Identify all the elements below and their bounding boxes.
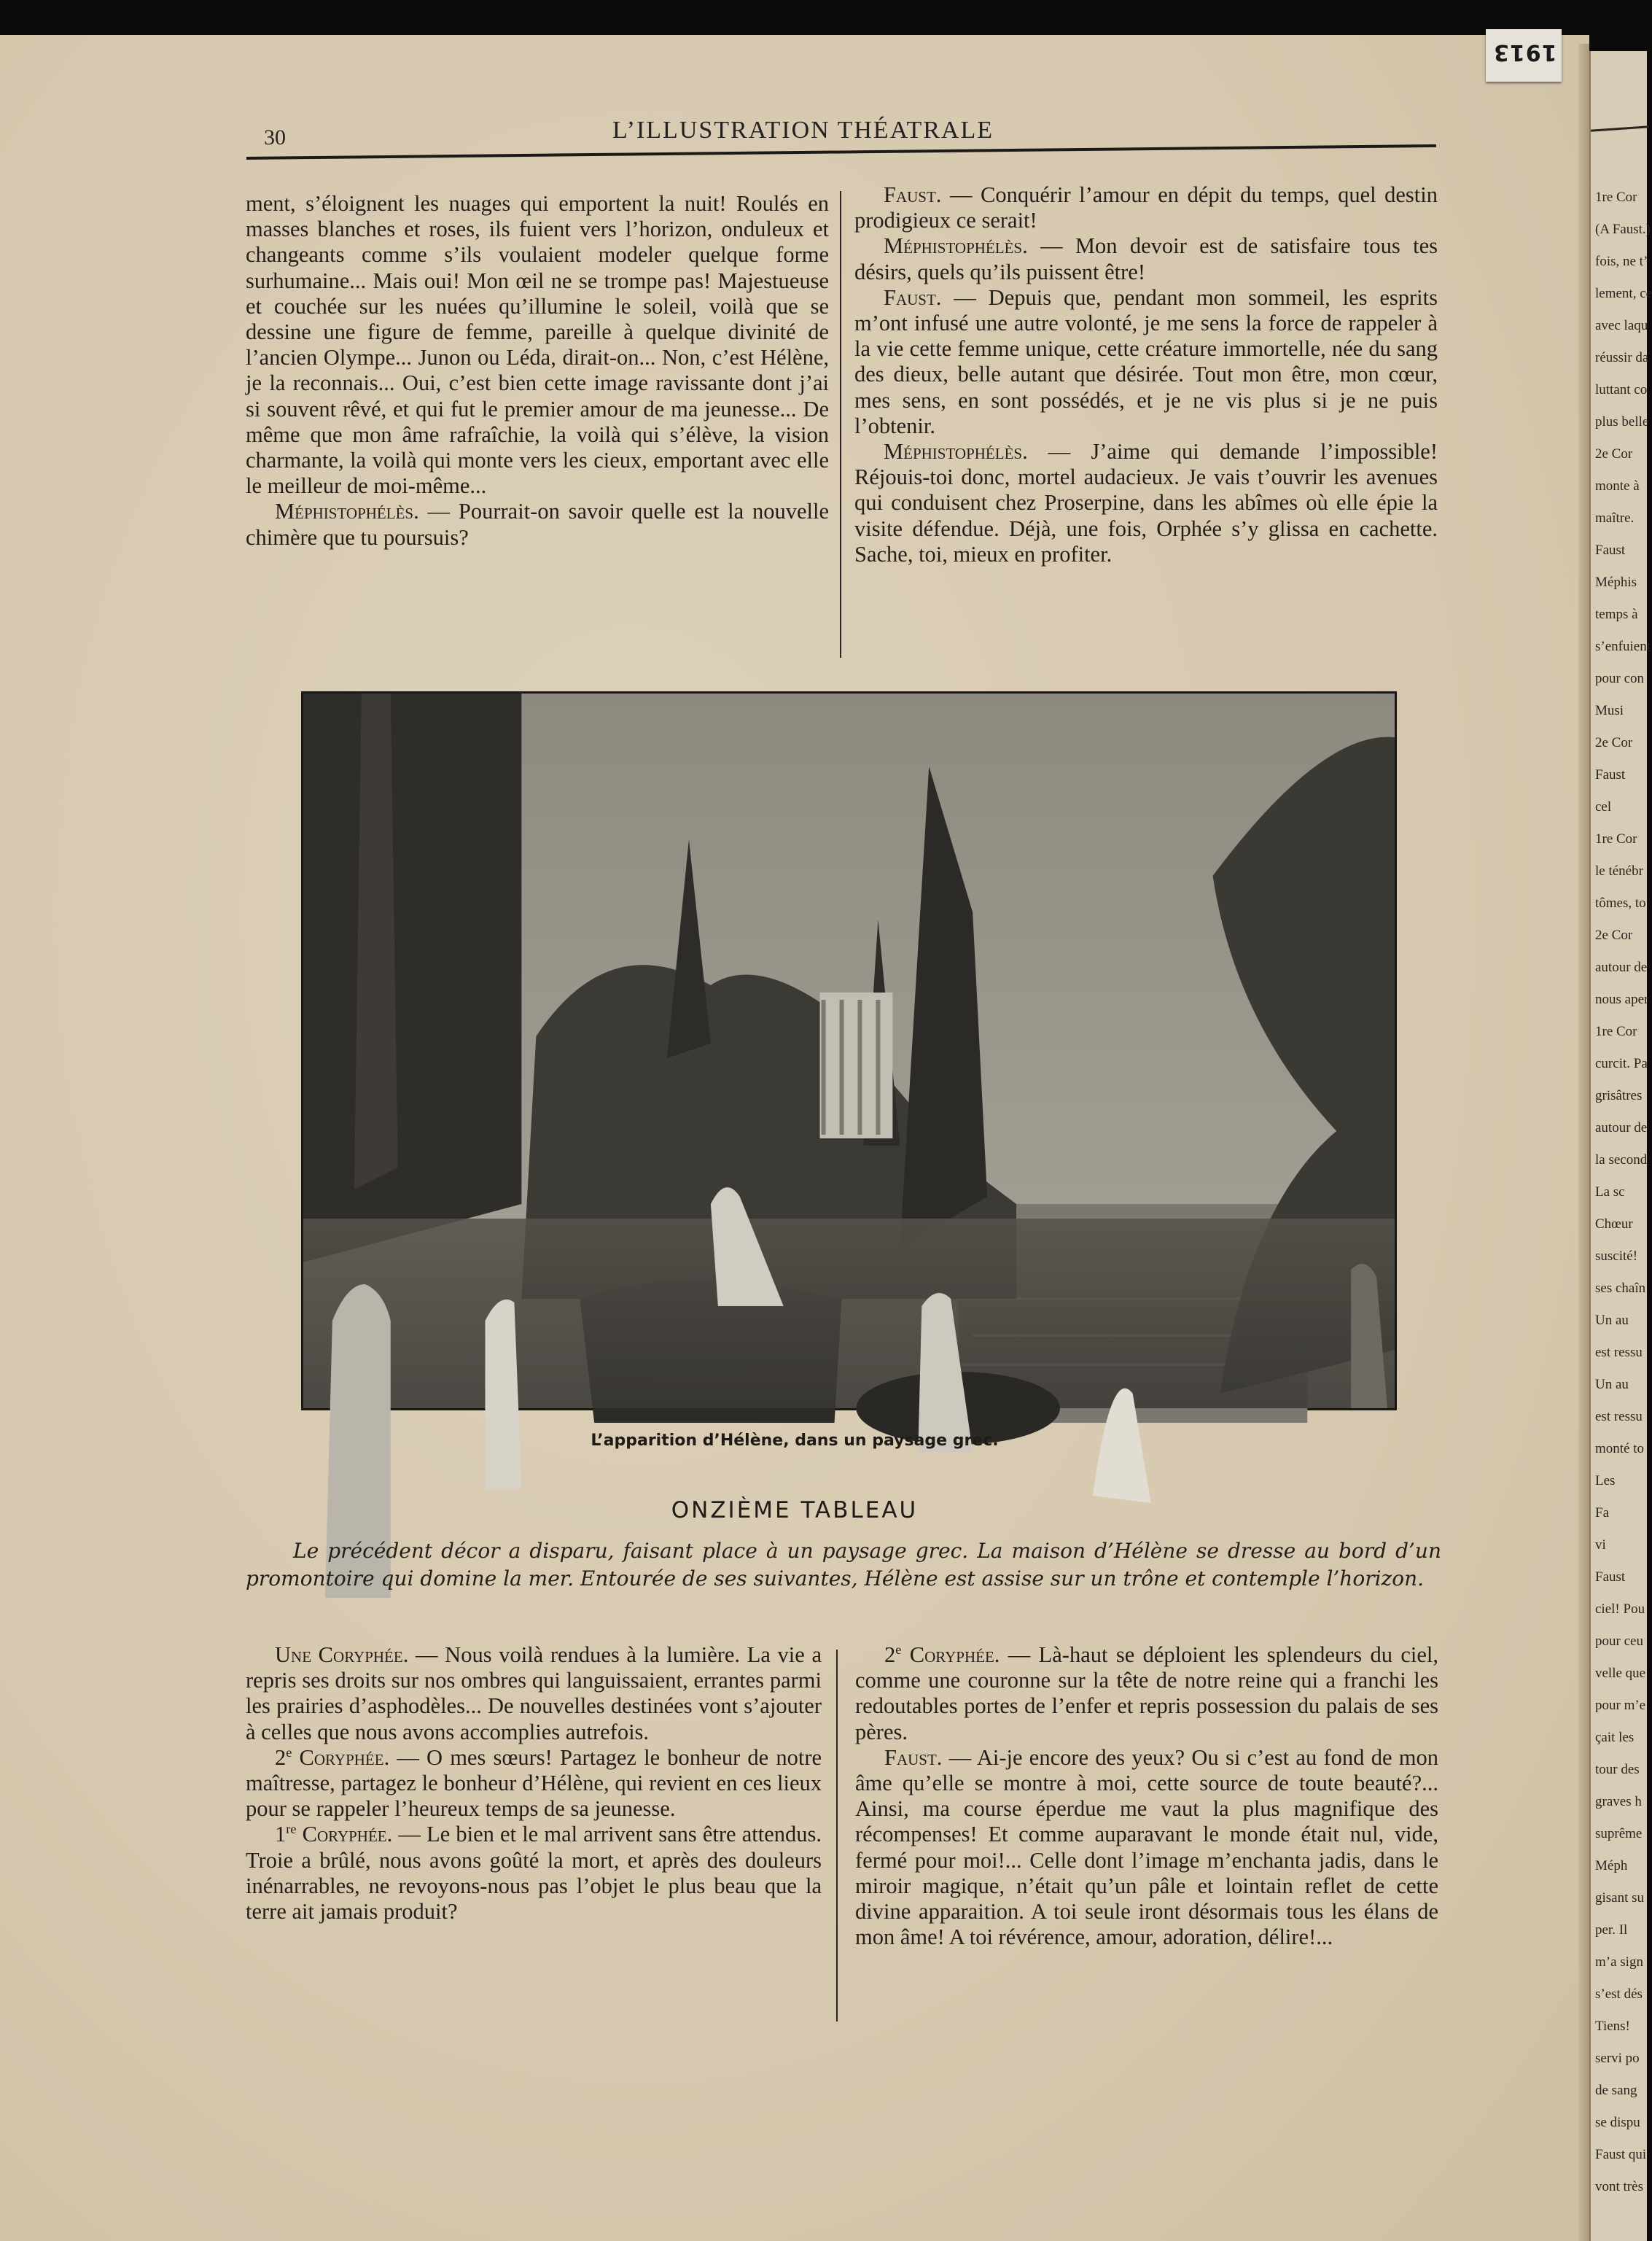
adjacent-page-line: lement, ce xyxy=(1595,286,1652,301)
adjacent-page-line: La sc xyxy=(1595,1184,1625,1200)
running-head: L’ILLUSTRATION THÉATRALE xyxy=(612,117,994,144)
adjacent-page-line: tour des xyxy=(1595,1762,1640,1777)
adjacent-page-line: Les xyxy=(1595,1473,1616,1488)
adjacent-page-line: per. Il xyxy=(1595,1922,1628,1938)
adjacent-page-line: (A Faust.) xyxy=(1595,222,1651,237)
speaker-number: 2 xyxy=(275,1744,287,1770)
adjacent-page-line: Faust xyxy=(1595,767,1626,782)
stage-direction-text: Le précédent décor a disparu, faisant place à un paysage grec. La maison d’Hélène se dresse au bord d’un promontoire qui domine la mer. Entourée de ses suivantes, Hélène est assise sur un trône et contemple l’horizon. xyxy=(246,1539,1441,1591)
speech: — Là-haut se déploient les splendeurs du ciel, comme une couronne sur la tête de notre reine qui a franchi les redoutables portes de l’enfer et repris possession du palais de ses pères. xyxy=(855,1642,1439,1744)
speaker: Coryphée. xyxy=(909,1642,1000,1667)
speaker: Méphistophélès. xyxy=(275,499,419,524)
speaker: Faust. xyxy=(884,1744,943,1770)
adjacent-page-line: servi po xyxy=(1595,2051,1640,2066)
paragraph xyxy=(854,285,1438,439)
adjacent-page-line: Tiens! xyxy=(1595,2019,1630,2034)
adjacent-page-line: curcit. Pa xyxy=(1595,1056,1648,1071)
archive-tab xyxy=(1486,29,1562,82)
paragraph xyxy=(854,182,1438,233)
photo-caption: L’apparition d’Hélène, dans un paysage grec. xyxy=(591,1432,999,1450)
adjacent-page-line: de sang xyxy=(1595,2083,1637,2098)
adjacent-page-line: temps à xyxy=(1595,607,1638,622)
paragraph xyxy=(246,499,829,550)
adjacent-page-line: le ténébr xyxy=(1595,863,1643,879)
adjacent-page-line: pour m’e xyxy=(1595,1698,1646,1713)
adjacent-page-line: autour de xyxy=(1595,1120,1648,1135)
adjacent-page-rule xyxy=(1591,125,1649,132)
adjacent-page-line: grisâtres xyxy=(1595,1088,1643,1103)
adjacent-page-line: monte à xyxy=(1595,478,1640,494)
adjacent-page-edge xyxy=(1589,51,1652,2241)
column-divider xyxy=(840,191,841,658)
adjacent-page-line: s’est dés xyxy=(1595,1986,1643,2002)
column-divider xyxy=(836,1650,838,2021)
adjacent-page-line: suprême xyxy=(1595,1826,1643,1841)
adjacent-page-line: velle que xyxy=(1595,1666,1646,1681)
bottom-left-column xyxy=(246,1642,822,1925)
speaker: Faust. xyxy=(884,182,942,207)
adjacent-page-line: réussir da xyxy=(1595,350,1649,365)
adjacent-page-line: vi xyxy=(1595,1537,1606,1553)
paragraph xyxy=(855,1745,1438,1951)
adjacent-page-line: 2e Cor xyxy=(1595,446,1633,462)
adjacent-page-line: 1re Cor xyxy=(1595,831,1637,847)
speaker: Coryphée. xyxy=(302,1822,393,1847)
stage-scene-illustration xyxy=(303,694,1395,1408)
ordinal-suffix: e xyxy=(895,1642,902,1657)
adjacent-page-line: tômes, to xyxy=(1595,896,1646,911)
adjacent-page-line: Un au xyxy=(1595,1313,1629,1328)
adjacent-page-line: 2e Cor xyxy=(1595,928,1633,943)
speech: — Conquérir l’amour en dépit du temps, quel destin prodigieux ce serait! xyxy=(854,182,1438,233)
paragraph xyxy=(246,1745,822,1822)
page-gutter xyxy=(1578,44,1589,2241)
top-left-column xyxy=(246,191,829,551)
paragraph xyxy=(854,439,1438,567)
adjacent-page-line: cel xyxy=(1595,799,1612,815)
adjacent-page-line: Chœur xyxy=(1595,1216,1633,1232)
speech: — Ai-je encore des yeux? Ou si c’est au fond de mon âme qu’elle se montre à moi, cette source de toute beauté?... Ainsi, ma course éperdue me vaut la plus magnifique des récompenses! Et comme auparavant le monde était nul, vide, fermé pour moi!... Celle dont l’image m’enchanta jadis, dans le miroir magique, n’était qu’un pâle et lointain reflet de cette divine apparaition. A toi seule iront désormais tous les élans de mon âme! A toi révérence, amour, adoration, délire!... xyxy=(855,1744,1438,1950)
adjacent-page-line: suscité! xyxy=(1595,1248,1638,1264)
paragraph xyxy=(246,1642,822,1745)
adjacent-page-line: graves h xyxy=(1595,1794,1642,1809)
speaker-number: 1 xyxy=(275,1822,287,1847)
adjacent-page-line: maître. xyxy=(1595,510,1635,526)
adjacent-page-line: est ressu xyxy=(1595,1409,1643,1424)
adjacent-page-line: Fa xyxy=(1595,1505,1609,1520)
adjacent-page-line: avec laqu xyxy=(1595,318,1648,333)
stage-photograph xyxy=(301,691,1397,1410)
paragraph xyxy=(246,1822,822,1925)
adjacent-page-line: Méph xyxy=(1595,1858,1628,1873)
tableau-heading: ONZIÈME TABLEAU xyxy=(671,1497,919,1523)
speaker: Méphistophélès. xyxy=(884,439,1028,465)
adjacent-page-line: la second xyxy=(1595,1152,1648,1168)
paragraph xyxy=(855,1642,1438,1745)
adjacent-page-line: çait les xyxy=(1595,1730,1635,1745)
ordinal-suffix: e xyxy=(286,1744,292,1760)
speaker: Faust. xyxy=(884,284,942,310)
bottom-right-column xyxy=(855,1642,1438,1950)
adjacent-page-line: vont très xyxy=(1595,2179,1643,2194)
stage-direction xyxy=(246,1537,1441,1593)
adjacent-page-line: Musi xyxy=(1595,703,1624,718)
speech: — J’aime qui demande l’impossible! Réjouis-toi donc, mortel audacieux. Je vais t’ouvrir les avenues qui conduisent chez Proserpine, dans les abîmes où elle épie la visite défendue. Déjà, une fois, Orphée s’y glissa en cachette. Sache, toi, mieux en profiter. xyxy=(854,439,1438,567)
adjacent-page-line: Faust xyxy=(1595,1569,1626,1585)
adjacent-page-line: ses chaîn xyxy=(1595,1281,1646,1296)
speaker: Méphistophélès. xyxy=(884,233,1028,259)
adjacent-page-line: m’a sign xyxy=(1595,1954,1643,1970)
speaker: Coryphée. xyxy=(299,1744,390,1770)
speech: — Pourrait-on savoir quelle est la nouvelle chimère que tu poursuis? xyxy=(246,499,829,550)
adjacent-page-line: nous aper xyxy=(1595,992,1649,1007)
adjacent-page-line: Un au xyxy=(1595,1377,1629,1392)
adjacent-page-line: autour de xyxy=(1595,960,1648,975)
speech: — O mes sœurs! Partagez le bonheur de notre maîtresse, partagez le bonheur d’Hélène, qui revient en ces lieux pour se rappeler l’heureux temps de sa jeunesse. xyxy=(246,1744,822,1822)
adjacent-page-line: fois, ne t’ xyxy=(1595,254,1648,269)
speech: — Depuis que, pendant mon sommeil, les esprits m’ont infusé une autre volonté, je me sens la force de rappeler à la vie cette femme unique, cette créature immortelle, née du sang des dieux, belle autant que désirée. Tout mon être, mon cœur, mes sens, en sont possédés, et je ne vis plus si je ne puis l’obtenir. xyxy=(854,284,1438,438)
adjacent-page-line: se dispu xyxy=(1595,2115,1640,2130)
speaker: Une Coryphée. xyxy=(275,1642,409,1667)
speaker-number: 2 xyxy=(884,1642,896,1667)
adjacent-page-line: Faust xyxy=(1595,543,1626,558)
top-right-column xyxy=(854,182,1438,567)
adjacent-page-line: gisant su xyxy=(1595,1890,1645,1906)
adjacent-page-line: ciel! Pou xyxy=(1595,1601,1645,1617)
adjacent-page-line: est ressu xyxy=(1595,1345,1643,1360)
adjacent-page-line: 2e Cor xyxy=(1595,735,1633,750)
adjacent-page-line: pour ceu xyxy=(1595,1634,1643,1649)
adjacent-page-line: Faust qui xyxy=(1595,2147,1647,2162)
adjacent-page-line: s’enfuient xyxy=(1595,639,1651,654)
paragraph xyxy=(854,233,1438,284)
adjacent-page-line: 1re Cor xyxy=(1595,1024,1637,1039)
speech: — Mon devoir est de satisfaire tous tes désirs, quels qu’ils puissent être! xyxy=(854,233,1438,284)
paragraph: ment, s’éloignent les nuages qui emportent la nuit! Roulés en masses blanches et roses, ils fuient vers l’horizon, onduleux et changeants comme s’ils voulaient modeler quelque forme surhumaine... Mais oui! Mon œil ne se trompe pas! Majestueuse et couchée sur les nuées qu’illumine le soleil, voilà que se dessine une figure de femme, pareille à quelque divinité de l’ancien Olympe... Junon ou Léda, dirait-on... Non, c’est Hélène, je la reconnais... Oui, c’est bien cette image ravissante dont j’ai si souvent rêvé, et qui fut le premier amour de ma jeunesse... De même que mon âme rafraîchie, la voilà qui s’élève, la vision charmante, la voilà qui monte vers les cieux, emportant avec elle le meilleur de moi-même... xyxy=(246,191,829,499)
archive-tab-label: 1913 xyxy=(1493,39,1557,65)
adjacent-page-line: monté to xyxy=(1595,1441,1645,1456)
adjacent-page-line: pour con xyxy=(1595,671,1645,686)
adjacent-page-line: 1re Cor xyxy=(1595,190,1637,205)
adjacent-page-line: plus belle xyxy=(1595,414,1649,430)
ordinal-suffix: re xyxy=(286,1822,297,1837)
adjacent-page-line: luttant co xyxy=(1595,382,1648,397)
page-number: 30 xyxy=(264,125,286,149)
adjacent-page-line: Méphis xyxy=(1595,575,1637,590)
speech: — Le bien et le mal arrivent sans être attendus. Troie a brûlé, nous avons goûté la mort, et après des douleurs inénarrables, ne revoyons-nous pas l’objet le plus beau que la terre ait jamais produit? xyxy=(246,1822,822,1925)
speech: — Nous voilà rendues à la lumière. La vie a repris ses droits sur nos ombres qui languissaient, errantes parmi les prairies d’asphodèles... De nouvelles destinées vont s’ajouter à celles que nous avons accomplies autrefois. xyxy=(246,1642,822,1744)
